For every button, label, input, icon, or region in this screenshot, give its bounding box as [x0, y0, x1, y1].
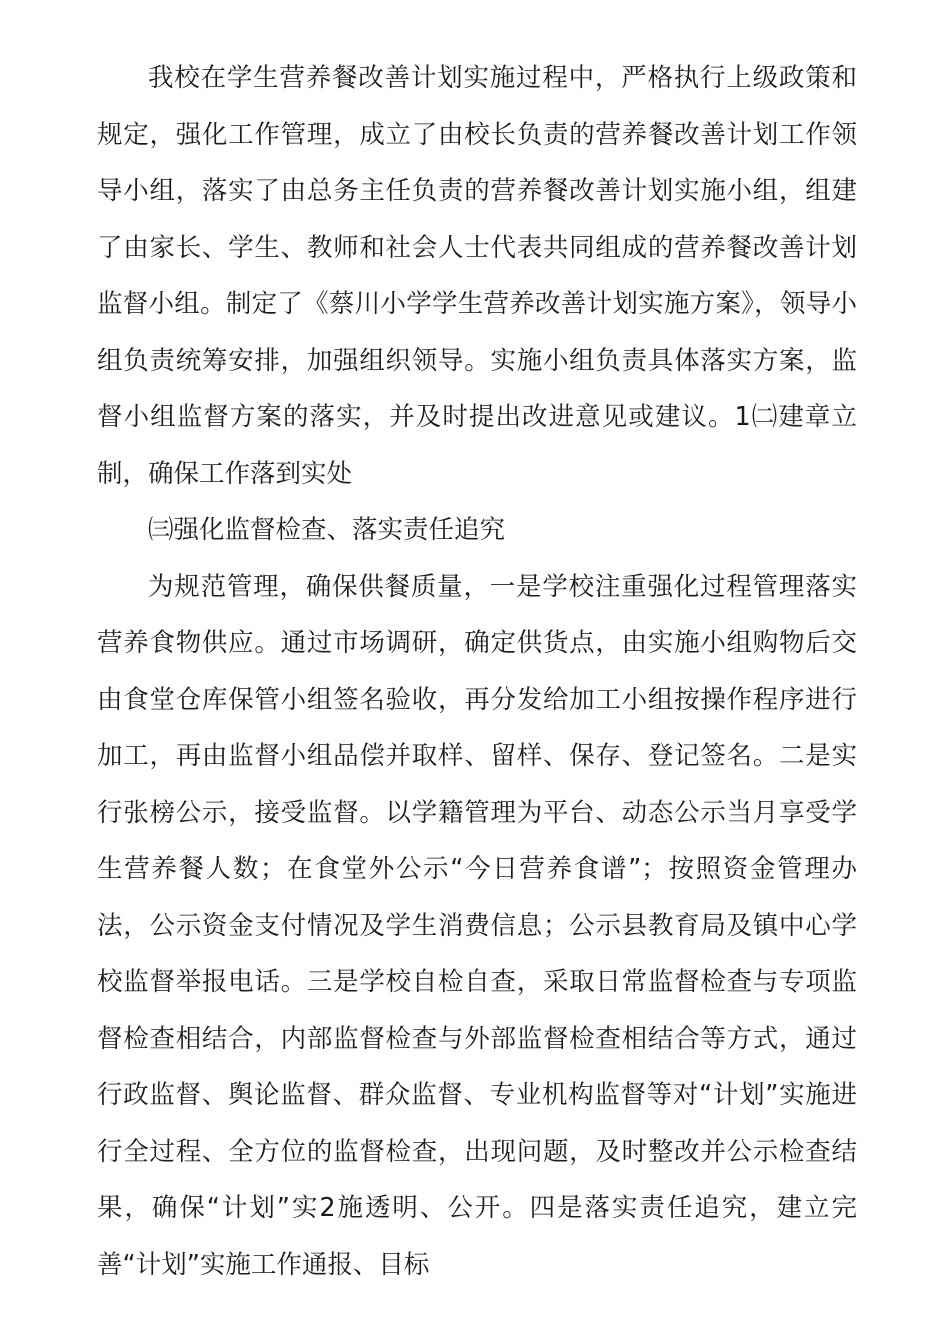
paragraph-supervision-heading: ㈢强化监督检查、落实责任追究 [148, 515, 506, 545]
paragraph-meal-plan-organization: 我校在学生营养餐改善计划实施过程中，严格执行上级政策和规定，强化工作管理，成立了由校长负责的营养餐改善计划工作领导小组，落实了由总务主任负责的营养餐改善计划实施小组，组建了由家长、学生、教师和社会人士代表共同组成的营养餐改善计划监督小组。制定了《蔡川小学学生营养改善计划实施方案》，领导小组负责统筹安排，加强组织领导。实施小组负责具体落实方案，监督小组监督方案的落实，并及时提出改进意见或建议。1㈡建章立制，确保工作落到实处 [97, 63, 857, 489]
body-text [97, 50, 857, 1293]
paragraph-quality-management: 为规范管理，确保供餐质量，一是学校注重强化过程管理落实营养食物供应。通过市场调研，确定供货点，由实施小组购物后交由食堂仓库保管小组签名验收，再分发给加工小组按操作程序进行加工，再由监督小组品偿并取样、留样、保存、登记签名。二是实行张榜公示，接受监督。以学籍管理为平台、动态公示当月享受学生营养餐人数；在食堂外公示“今日营养食谱”；按照资金管理办法，公示资金支付情况及学生消费信息；公示县教育局及镇中心学校监督举报电话。三是学校自检自查，采取日常监督检查与专项监督检查相结合，内部监督检查与外部监督检查相结合等方式，通过行政监督、舆论监督、群众监督、专业机构监督等对“计划”实施进行全过程、全方位的监督检查，出现问题，及时整改并公示检查结果，确保“计划”实2施透明、公开。四是落实责任追究，建立完善“计划”实施工作通报、目标 [97, 571, 857, 1280]
